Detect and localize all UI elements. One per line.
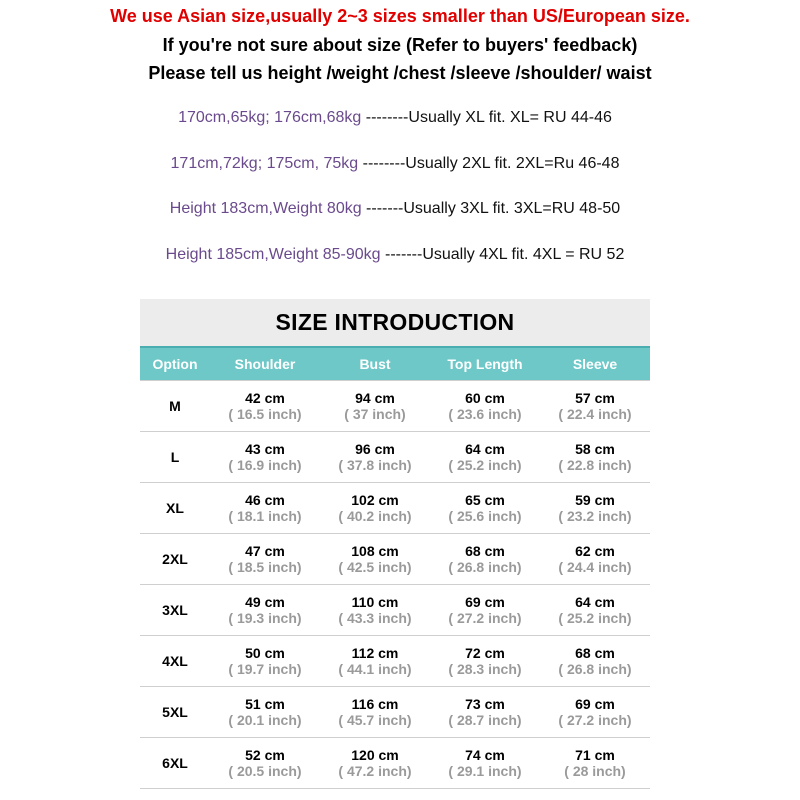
size-option: 4XL [162, 653, 188, 669]
top-length-cell [430, 534, 540, 584]
fit-recommendation [0, 246, 790, 264]
inch-value: ( 44.1 inch) [338, 661, 412, 677]
inch-value: ( 19.3 inch) [228, 610, 302, 626]
inch-value: ( 26.8 inch) [448, 559, 522, 575]
bust-cell [320, 483, 430, 533]
table-row [140, 636, 650, 687]
header-bust: Bust [359, 356, 391, 372]
measurement-request-line: Please tell us height /weight /chest /sleeve /shoulder/ waist [148, 63, 652, 83]
size-table-body [140, 380, 650, 789]
cm-value: 110 cm [351, 594, 399, 610]
size-option: M [169, 398, 181, 414]
bust-cell [320, 585, 430, 635]
shoulder-cell [210, 738, 320, 788]
inch-value: ( 19.7 inch) [228, 661, 302, 677]
inch-value: ( 26.8 inch) [558, 661, 632, 677]
fit-size: -------Usually 3XL fit. 3XL=RU 48-50 [361, 200, 621, 217]
cm-value: 52 cm [245, 747, 285, 763]
table-row [140, 738, 650, 789]
inch-value: ( 28.7 inch) [448, 712, 522, 728]
shoulder-cell [210, 432, 320, 482]
inch-value: ( 37 inch) [344, 406, 406, 422]
cm-value: 74 cm [465, 747, 505, 763]
sleeve-cell [540, 585, 650, 635]
table-row [140, 483, 650, 534]
inch-value: ( 22.4 inch) [558, 406, 632, 422]
cm-value: 112 cm [351, 645, 399, 661]
inch-value: ( 23.6 inch) [448, 406, 522, 422]
sleeve-cell [540, 687, 650, 737]
bust-cell [320, 432, 430, 482]
inch-value: ( 16.5 inch) [228, 406, 302, 422]
cm-value: 62 cm [575, 543, 615, 559]
cm-value: 72 cm [465, 645, 505, 661]
shoulder-cell [210, 534, 320, 584]
cm-value: 94 cm [355, 390, 395, 406]
shoulder-cell [210, 585, 320, 635]
size-table-title: SIZE INTRODUCTION [140, 299, 650, 346]
sleeve-cell [540, 381, 650, 431]
bust-cell [320, 738, 430, 788]
size-table-header [140, 346, 650, 380]
bust-cell [320, 687, 430, 737]
size-option: 5XL [162, 704, 188, 720]
cm-value: 64 cm [465, 441, 505, 457]
sleeve-cell [540, 432, 650, 482]
inch-value: ( 23.2 inch) [558, 508, 632, 524]
inch-value: ( 43.3 inch) [338, 610, 412, 626]
bust-cell [320, 534, 430, 584]
inch-value: ( 20.1 inch) [228, 712, 302, 728]
fit-size: --------Usually 2XL fit. 2XL=Ru 46-48 [358, 155, 620, 172]
inch-value: ( 25.2 inch) [558, 610, 632, 626]
inch-value: ( 27.2 inch) [448, 610, 522, 626]
cm-value: 96 cm [355, 441, 395, 457]
fit-recommendation [0, 109, 790, 127]
cm-value: 42 cm [245, 390, 285, 406]
inch-value: ( 18.5 inch) [228, 559, 302, 575]
sleeve-cell [540, 738, 650, 788]
size-option: XL [166, 500, 184, 516]
inch-value: ( 29.1 inch) [448, 763, 522, 779]
fit-recommendation [0, 155, 790, 173]
cm-value: 46 cm [245, 492, 285, 508]
table-row [140, 432, 650, 483]
cm-value: 68 cm [575, 645, 615, 661]
cm-value: 47 cm [245, 543, 285, 559]
inch-value: ( 40.2 inch) [338, 508, 412, 524]
inch-value: ( 28.3 inch) [448, 661, 522, 677]
fit-size: -------Usually 4XL fit. 4XL = RU 52 [380, 246, 625, 263]
inch-value: ( 18.1 inch) [228, 508, 302, 524]
header-top-length: Top Length [447, 356, 523, 372]
inch-value: ( 47.2 inch) [338, 763, 412, 779]
header-sleeve: Sleeve [572, 356, 618, 372]
inch-value: ( 16.9 inch) [228, 457, 302, 473]
sleeve-cell [540, 534, 650, 584]
shoulder-cell [210, 381, 320, 431]
inch-value: ( 22.8 inch) [558, 457, 632, 473]
cm-value: 59 cm [575, 492, 615, 508]
cm-value: 69 cm [575, 696, 615, 712]
size-advice-line: If you're not sure about size (Refer to buyers' feedback) [162, 35, 638, 55]
inch-value: ( 37.8 inch) [338, 457, 412, 473]
cm-value: 51 cm [245, 696, 285, 712]
top-length-cell [430, 687, 540, 737]
size-option: 6XL [162, 755, 188, 771]
bust-cell [320, 636, 430, 686]
cm-value: 43 cm [245, 441, 285, 457]
body-measurements: Height 185cm,Weight 85-90kg [165, 246, 381, 263]
table-row [140, 380, 650, 432]
inch-value: ( 24.4 inch) [558, 559, 632, 575]
cm-value: 73 cm [465, 696, 505, 712]
top-length-cell [430, 738, 540, 788]
size-option: L [170, 449, 180, 465]
inch-value: ( 28 inch) [564, 763, 626, 779]
inch-value: ( 42.5 inch) [338, 559, 412, 575]
cm-value: 58 cm [575, 441, 615, 457]
cm-value: 64 cm [575, 594, 615, 610]
cm-value: 116 cm [351, 696, 399, 712]
asian-size-warning: We use Asian size,usually 2~3 sizes smaller than US/European size. [110, 6, 690, 26]
inch-value: ( 27.2 inch) [558, 712, 632, 728]
inch-value: ( 20.5 inch) [228, 763, 302, 779]
cm-value: 69 cm [465, 594, 505, 610]
top-length-cell [430, 381, 540, 431]
cm-value: 68 cm [465, 543, 505, 559]
cm-value: 120 cm [351, 747, 399, 763]
top-length-cell [430, 432, 540, 482]
body-measurements: 171cm,72kg; 175cm, 75kg [170, 155, 359, 172]
header-option: Option [152, 356, 198, 372]
cm-value: 60 cm [465, 390, 505, 406]
inch-value: ( 45.7 inch) [338, 712, 412, 728]
cm-value: 49 cm [245, 594, 285, 610]
shoulder-cell [210, 483, 320, 533]
cm-value: 71 cm [575, 747, 615, 763]
cm-value: 65 cm [465, 492, 505, 508]
inch-value: ( 25.6 inch) [448, 508, 522, 524]
cm-value: 102 cm [351, 492, 399, 508]
table-row [140, 687, 650, 738]
top-length-cell [430, 636, 540, 686]
shoulder-cell [210, 687, 320, 737]
fit-recommendation [0, 200, 790, 218]
shoulder-cell [210, 636, 320, 686]
body-measurements: Height 183cm,Weight 80kg [169, 200, 362, 217]
sleeve-cell [540, 483, 650, 533]
size-table [140, 299, 650, 789]
inch-value: ( 25.2 inch) [448, 457, 522, 473]
body-measurements: 170cm,65kg; 176cm,68kg [178, 109, 362, 126]
top-length-cell [430, 585, 540, 635]
size-option: 3XL [162, 602, 188, 618]
size-option: 2XL [162, 551, 188, 567]
top-length-cell [430, 483, 540, 533]
cm-value: 50 cm [245, 645, 285, 661]
cm-value: 108 cm [351, 543, 399, 559]
bust-cell [320, 381, 430, 431]
sleeve-cell [540, 636, 650, 686]
header-shoulder: Shoulder [234, 356, 296, 372]
table-row [140, 585, 650, 636]
fit-size: --------Usually XL fit. XL= RU 44-46 [361, 109, 612, 126]
table-row [140, 534, 650, 585]
cm-value: 57 cm [575, 390, 615, 406]
